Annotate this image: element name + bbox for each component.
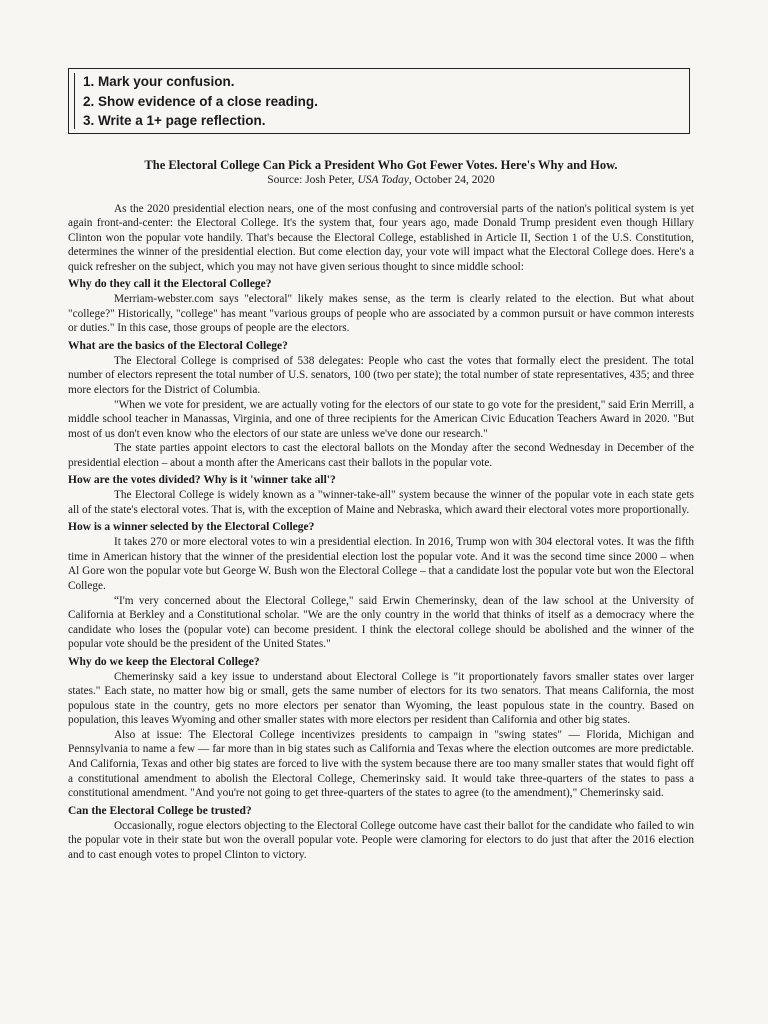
source-prefix: Source: Josh Peter, bbox=[267, 174, 358, 186]
section-heading: Can the Electoral College be trusted? bbox=[68, 804, 252, 817]
paragraph: “I'm very concerned about the Electoral College," said Erwin Chemerinsky, dean of the law school at the University of California at Berkley and a Constitutional scholar. "We are the only country in the world that thinks of itself as a democracy where the candidate who loses the (popular vote) can become president. I think the electoral college should be abolished and the winner of the popular vote should be the president of the United States." bbox=[68, 594, 694, 651]
section-heading: What are the basics of the Electoral College? bbox=[68, 339, 288, 352]
paragraph: It takes 270 or more electoral votes to win a presidential election. In 2016, Trump won with 304 electoral votes. It was the fifth time in American history that the winner of the presidential election lost the popular vote. And it was the second time since 2000 – when Al Gore won the popular vote but George W. Bush won the Electoral College – that a candidate lost the popular vote but won the Electoral College. bbox=[68, 536, 694, 592]
intro-paragraph: As the 2020 presidential election nears, one of the most confusing and controversial parts of the nation's political system is yet again front-and-center: the Electoral College. It's the system that, four years ago, made Donald Trump president even though Hillary Clinton won the popular vote handily. That's because the Electoral College, established in Article II, Section 1 of the U.S. Constitution, determines the winner of the presidential election. But come election day, your vote will impact what the Electoral College does. Here's a quick refresher on the subject, which you may not have given serious thought to since middle school: bbox=[68, 202, 694, 273]
section-heading: How is a winner selected by the Electoral College? bbox=[68, 521, 315, 534]
paragraph: The Electoral College is comprised of 538 delegates: People who cast the votes that formally elect the president. The total number of electors represent the total number of U.S. senators, 100 (two per state); the total number of state representatives, 435; and three more electors for the District of Columbia. bbox=[68, 354, 694, 396]
paragraph: The Electoral College is widely known as a "winner-take-all" system because the winner of the popular vote in each state gets all of the state's electoral votes. That is, with the exception of Maine and Nebraska, which award their electoral votes more proportionally. bbox=[68, 489, 694, 516]
instructions-box bbox=[68, 68, 690, 134]
paragraph: Also at issue: The Electoral College incentivizes presidents to campaign in "swing states" — Florida, Michigan and Pennsylvania to name a few — far more than in big states such as California and Texas where the election outcomes are more predictable. And California, Texas and other big states are forced to live with the system because there are too many smaller states that would fight off a constitutional amendment to abolish the Electoral College, Chemerinsky said. It would take three-quarters of the states to pass a constitutional amendment. "And you're not going to get three-quarters of the states to agree (to the amendment)," Chemerinsky said. bbox=[68, 728, 694, 800]
source-publication: USA Today bbox=[357, 174, 409, 186]
paragraph: "When we vote for president, we are actually voting for the electors of our state to go vote for the president," said Erin Merrill, a middle school teacher in Manassas, Virginia, and one of three recipients for the American Civic Education Teachers Award in 2020. "But most of us don't even know who the electors of our state are unless we've done our research." bbox=[68, 398, 694, 440]
paragraph: Chemerinsky said a key issue to understand about Electoral College is "it proportionately favors smaller states over larger states." Each state, no matter how big or small, gets the same number of electors for its two senators. That means California, the most populous state in the country, gets no more electors per senator than Wyoming, the least populous state in the country. Based on population, this leaves Wyoming and other smaller states with more electors per resident than California and other big states. bbox=[68, 670, 694, 727]
section-heading: Why do they call it the Electoral College? bbox=[68, 278, 272, 291]
instructions-left-rule bbox=[74, 73, 75, 129]
article-source bbox=[68, 173, 694, 188]
section-heading: Why do we keep the Electoral College? bbox=[68, 655, 260, 668]
section-heading: How are the votes divided? Why is it 'winner take all'? bbox=[68, 474, 336, 487]
article-title: The Electoral College Can Pick a President Who Got Fewer Votes. Here's Why and How. bbox=[144, 158, 618, 172]
article bbox=[68, 158, 694, 862]
instruction-2: 2. Show evidence of a close reading. bbox=[83, 93, 318, 109]
paragraph: Merriam-webster.com says "electoral" likely makes sense, as the term is clearly related to the election. But what about "college?" Historically, "college" has meant "various groups of people who are associated by a common pursuit or have common interests or duties." In this case, those groups of people are the electors. bbox=[68, 293, 694, 335]
source-date: , October 24, 2020 bbox=[408, 174, 495, 186]
instruction-3: 3. Write a 1+ page reflection. bbox=[83, 113, 266, 128]
instruction-1: 1. Mark your confusion. bbox=[83, 74, 235, 89]
paragraph: Occasionally, rogue electors objecting to the Electoral College outcome have cast their ballot for the candidate who failed to win the popular vote in their state but won the overall popular vote. People were clamoring for electors to do just that after the 2016 election and to cast enough votes to propel Clinton to victory. bbox=[68, 819, 694, 861]
paragraph: The state parties appoint electors to cast the electoral ballots on the Monday after the second Wednesday in December of the presidential election – about a month after the Americans cast their ballots in the popular vote. bbox=[68, 442, 694, 469]
